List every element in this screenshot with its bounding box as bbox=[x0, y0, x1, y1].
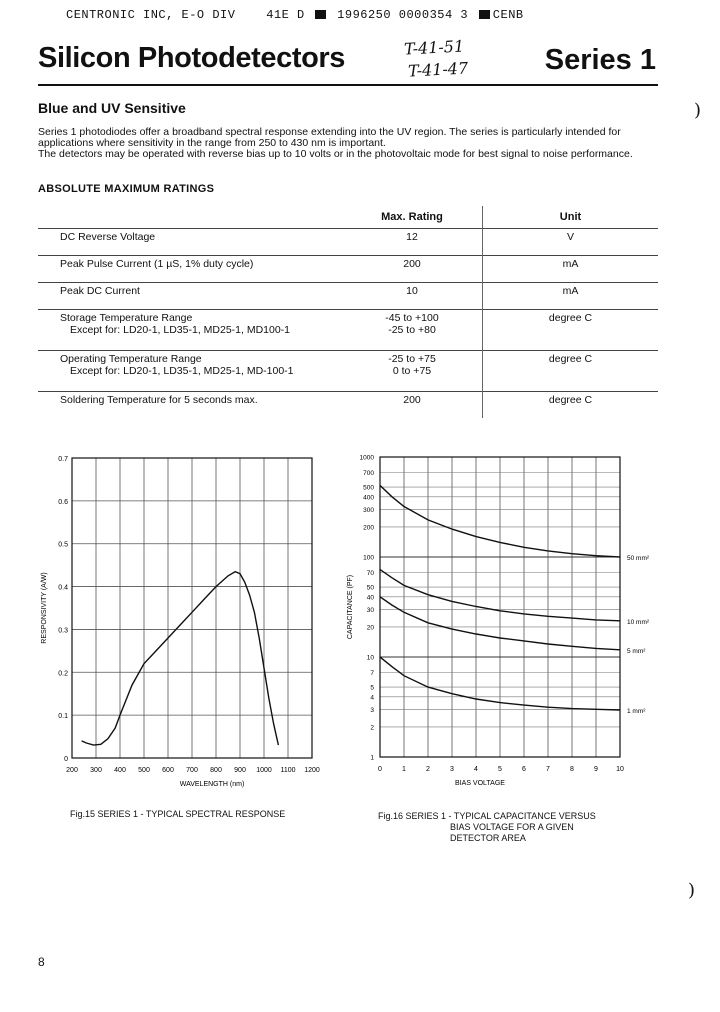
y-tick-label: 70 bbox=[366, 569, 374, 577]
y-tick-label: 1 bbox=[370, 754, 374, 762]
unit-cell: mA bbox=[483, 283, 659, 310]
y-tick-label: 50 bbox=[366, 584, 374, 592]
unit-header: Unit bbox=[559, 211, 582, 223]
y-tick-label: 700 bbox=[363, 469, 374, 477]
y-tick-label: 0.3 bbox=[58, 627, 68, 635]
max-cell: 200 bbox=[342, 256, 483, 283]
handwritten-note-1: T-41-51 bbox=[403, 36, 465, 59]
ratings-title: ABSOLUTE MAXIMUM RATINGS bbox=[38, 183, 215, 195]
unit-cell: mA bbox=[483, 256, 659, 283]
y-tick-label: 20 bbox=[366, 624, 374, 632]
x-tick-label: 1100 bbox=[280, 767, 296, 774]
unit-cell: degree C bbox=[483, 351, 659, 392]
y-tick-label: 7 bbox=[370, 669, 374, 677]
intro-paragraph-1: Series 1 photodiodes offer a broadband spectral response extending into the UV region. The series is particularly intended for applications where sensitivity in the range from 250 to 430 nm is important. bbox=[38, 126, 621, 149]
fig16-caption-line: BIAS VOLTAGE FOR A GIVEN bbox=[450, 822, 574, 832]
x-tick-label: 900 bbox=[234, 767, 246, 774]
x-tick-label: 8 bbox=[570, 766, 574, 773]
handwritten-note-2: T-41-47 bbox=[407, 58, 469, 81]
y-tick-label: 0.1 bbox=[58, 713, 68, 721]
param-exception-text: Except for: LD20-1, LD35-1, MD25-1, MD100-1 bbox=[70, 324, 291, 336]
max-cell: 12 bbox=[342, 229, 483, 256]
series-label: 5 mm² bbox=[627, 647, 646, 655]
param-cell: Soldering Temperature for 5 seconds max. bbox=[38, 392, 342, 419]
spectral-curve bbox=[82, 572, 279, 746]
x-tick-label: 5 bbox=[498, 766, 502, 773]
y-tick-label: 1000 bbox=[359, 454, 374, 462]
y-tick-label: 200 bbox=[363, 524, 374, 532]
binding-mark-icon: ) bbox=[688, 880, 696, 901]
x-tick-label: 1200 bbox=[304, 767, 320, 774]
fig15-caption: Fig.15 SERIES 1 - TYPICAL SPECTRAL RESPONSE bbox=[70, 809, 286, 819]
spectral-response-chart bbox=[41, 456, 320, 788]
y-tick-label: 100 bbox=[363, 554, 374, 562]
y-tick-label: 10 bbox=[366, 654, 374, 662]
x-tick-label: 1 bbox=[402, 766, 406, 773]
param-text: Operating Temperature Range bbox=[60, 353, 202, 365]
section-subtitle: Blue and UV Sensitive bbox=[38, 100, 186, 116]
x-tick-label: 4 bbox=[474, 766, 478, 773]
header-ref: 1996250 0000354 3 bbox=[337, 8, 469, 22]
y-tick-label: 500 bbox=[363, 484, 374, 492]
max-cell: 10 bbox=[342, 283, 483, 310]
y-tick-label: 2 bbox=[370, 724, 374, 732]
y-tick-label: 0.7 bbox=[58, 456, 68, 463]
x-tick-label: 10 bbox=[616, 766, 624, 773]
fig16-caption bbox=[378, 811, 598, 844]
x-axis-label: WAVELENGTH (nm) bbox=[179, 781, 245, 788]
max-exception-text: -25 to +80 bbox=[388, 324, 436, 336]
max-text: -25 to +75 bbox=[388, 353, 436, 365]
param-text: Storage Temperature Range bbox=[60, 312, 193, 324]
capacitance-chart bbox=[347, 455, 650, 788]
y-tick-label: 40 bbox=[366, 594, 374, 602]
x-tick-label: 7 bbox=[546, 766, 550, 773]
param-cell: Peak Pulse Current (1 µS, 1% duty cycle) bbox=[38, 256, 342, 283]
series-label: Series 1 bbox=[544, 44, 656, 76]
y-tick-label: 0.6 bbox=[58, 498, 68, 506]
binding-mark-icon: ) bbox=[694, 100, 702, 121]
y-tick-label: 0.5 bbox=[58, 541, 68, 549]
series-label: 10 mm² bbox=[627, 618, 650, 626]
fig16-caption-line: DETECTOR AREA bbox=[450, 833, 526, 843]
max-text: -45 to +100 bbox=[385, 312, 439, 324]
x-tick-label: 1000 bbox=[256, 767, 272, 774]
page-title: Silicon Photodetectors bbox=[38, 42, 346, 74]
series-label: 1 mm² bbox=[627, 708, 646, 716]
y-tick-label: 300 bbox=[363, 506, 374, 514]
x-tick-label: 800 bbox=[210, 767, 222, 774]
y-tick-label: 3 bbox=[370, 706, 374, 714]
y-axis-label: CAPACITANCE (PF) bbox=[347, 574, 354, 640]
x-axis-label: BIAS VOLTAGE bbox=[455, 780, 505, 787]
param-cell: DC Reverse Voltage bbox=[38, 229, 342, 256]
unit-cell: V bbox=[483, 229, 659, 256]
x-tick-label: 200 bbox=[66, 767, 78, 774]
max-cell: 200 bbox=[342, 392, 483, 419]
x-tick-label: 300 bbox=[90, 767, 102, 774]
y-tick-label: 0.2 bbox=[58, 670, 68, 678]
y-tick-label: 400 bbox=[363, 494, 374, 502]
series-label: 50 mm² bbox=[627, 555, 650, 562]
x-tick-label: 0 bbox=[378, 766, 382, 773]
unit-cell: degree C bbox=[483, 392, 659, 419]
x-tick-label: 700 bbox=[186, 767, 198, 774]
param-exception-text: Except for: LD20-1, LD35-1, MD25-1, MD-100-1 bbox=[70, 365, 294, 377]
y-tick-label: 5 bbox=[370, 684, 374, 692]
header-company: CENTRONIC INC, E-O DIV bbox=[66, 8, 236, 22]
fig16-caption-line: Fig.16 SERIES 1 - TYPICAL CAPACITANCE VERSUS bbox=[378, 811, 596, 821]
x-tick-label: 6 bbox=[522, 766, 526, 773]
page-number: 8 bbox=[38, 955, 45, 969]
x-tick-label: 3 bbox=[450, 766, 454, 773]
unit-cell: degree C bbox=[483, 310, 659, 351]
x-tick-label: 600 bbox=[162, 767, 174, 774]
header-code: 41E D bbox=[266, 8, 305, 22]
x-tick-label: 9 bbox=[594, 766, 598, 773]
param-cell: Peak DC Current bbox=[38, 283, 342, 310]
y-tick-label: 0.4 bbox=[58, 584, 68, 592]
header-tail: CENB bbox=[492, 8, 524, 22]
y-tick-label: 0 bbox=[64, 756, 68, 763]
intro-paragraph-2: The detectors may be operated with reverse bias up to 10 volts or in the photovoltaic mode for best signal to noise performance. bbox=[38, 148, 633, 160]
max-rating-header: Max. Rating bbox=[342, 206, 483, 229]
max-exception-text: 0 to +75 bbox=[392, 365, 432, 377]
x-tick-label: 2 bbox=[426, 766, 430, 773]
y-tick-label: 4 bbox=[370, 694, 374, 702]
y-tick-label: 30 bbox=[366, 606, 374, 614]
x-tick-label: 400 bbox=[114, 767, 126, 774]
x-tick-label: 500 bbox=[138, 767, 150, 774]
y-axis-label: RESPONSIVITY (A/W) bbox=[41, 572, 48, 644]
